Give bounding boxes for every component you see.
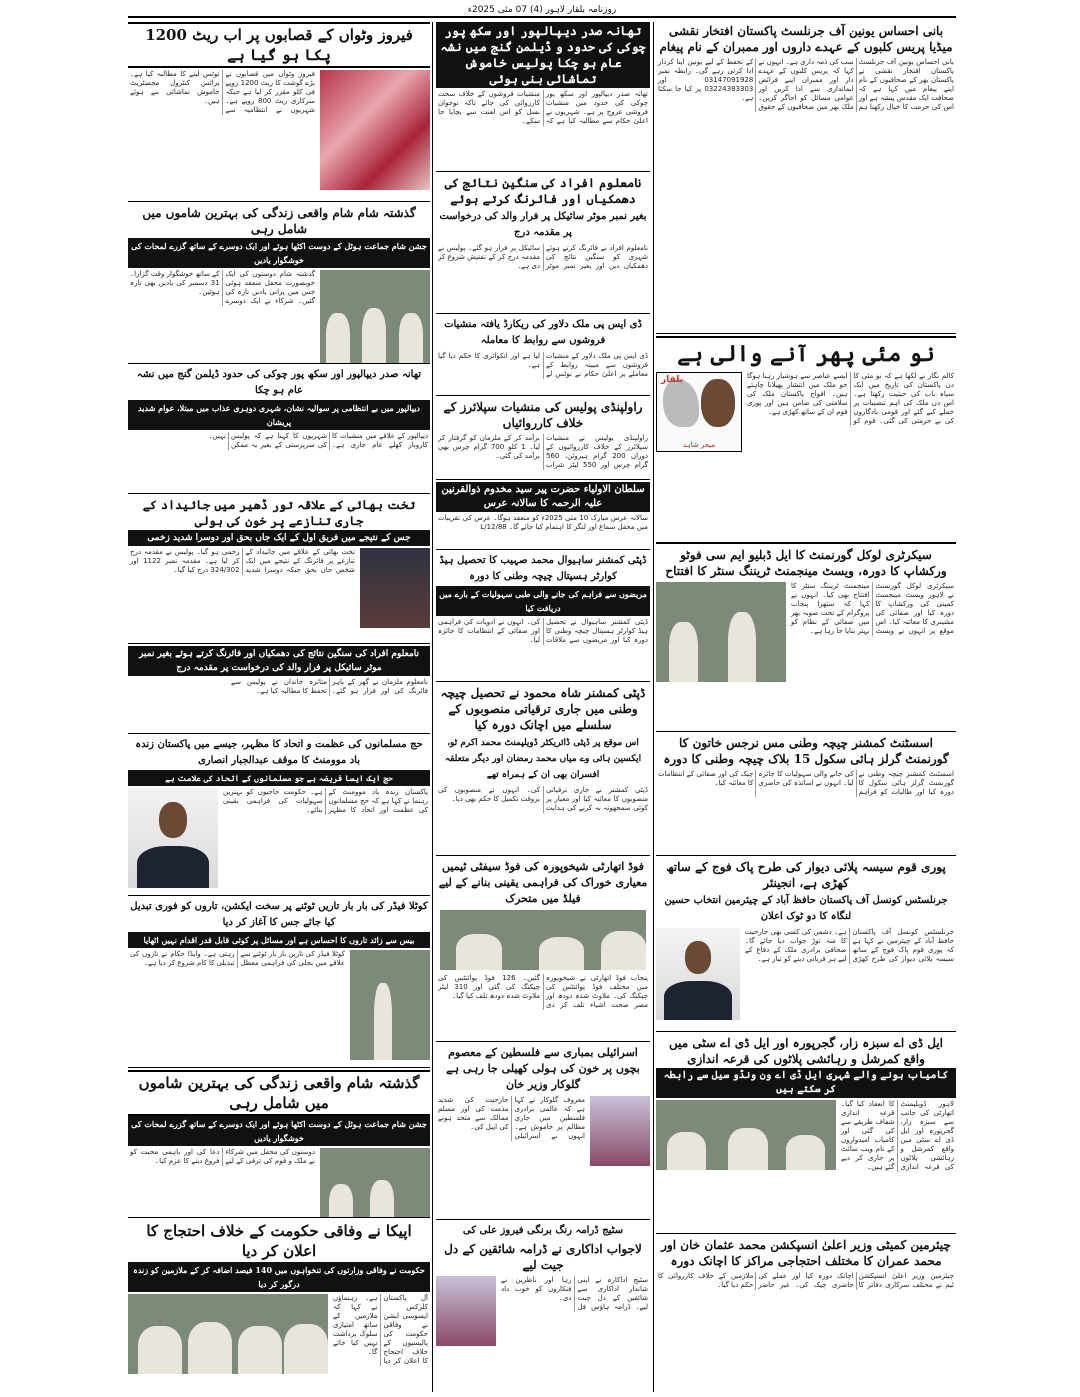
story-evening-gathering — [128, 204, 430, 364]
highlight-strip: جشن شام جماعت ہوٹل کے دوست اکٹھا ہوئے اور ایک دوسرے کے ساتھ گزرے لمحات کی خوشگوار یادیں — [128, 238, 430, 268]
story-body: راولپنڈی پولیس نے منشیات سپلائرز کے خلاف کارروائیوں کے دوران 200 گرام ہیروئن، 560 گرام چرس اور 550 لیٹر شراب برآمد کر کے ملزمان کو گرفتار کر لیا۔ 1 کلو 700 گرام چرس بھی برآمد کی گئی۔ — [438, 434, 649, 469]
story-drugs-dipalpur-2 — [128, 366, 430, 494]
headline: اسسٹنٹ کمشنر چیچہ وطنی مس نرجس خاتون کا گورنمنٹ گرلز ہائی سکول 15 بلاک چیچہ وطنی کا دورہ — [663, 736, 949, 766]
columnist-photo — [701, 379, 735, 427]
headline: گذشتہ شام واقعی زندگی کی بہترین شاموں میں شامل رہی — [128, 1070, 430, 1116]
brand-name: بلقار — [661, 375, 684, 385]
story-body: چیئرمین وزیر اعلیٰ انسپکشن ٹیم نے مختلف سرکاری دفاتر کا اچانک دورہ کیا اور عملے کی حاضری چیک کی۔ غیر حاضر ملازمین کے خلاف کارروائی کا حکم دیا گیا۔ — [658, 1272, 954, 1289]
highlight-strip: حج ایک ایسا فریضہ ہے جو مسلمانوں کے اتحاد کی علامت ہے — [128, 770, 430, 786]
story-body: پنجاب فوڈ اتھارٹی نے شیخوپورہ میں مختلف فوڈ پوائنٹس کی چیکنگ کی۔ ملاوٹ شدہ دودھ اور مضر صحت اشیاء تلف کر دی گئیں۔ 126 فوڈ پوائنٹس کی چیکنگ کی گئی اور 310 لیٹر ملاوٹ شدہ دودھ تلف کیا گیا۔ — [438, 974, 648, 1009]
highlight-strip: کامیاب ہونے والے شہری ایل ڈی اے ون ونڈو سیل سے رابطہ کر سکتے ہیں — [656, 1068, 956, 1098]
story-body: آل پاکستان کلرکس ایسوسی ایشن نے وفاقی حکومت کی پالیسیوں کے خلاف احتجاج کا اعلان کر دیا ہے۔ رہنماؤں نے کہا کہ ملازمین کے ساتھ امتیازی سلوک برداشت نہیں کیا جائے گا۔ — [333, 1294, 428, 1365]
headline: راولپنڈی پولیس کی منشیات سپلائرز کے خلاف کارروائیاں — [443, 400, 643, 430]
story-body: جرنلسٹس کونسل آف پاکستان حافظ آباد کے چیئرمین نے کہا ہے کہ پوری قوم پاک فوج کے ساتھ سیسہ پلائی دیوار کی طرح کھڑی ہے۔ دشمن کی کسی بھی جارحیت کا منہ توڑ جواب دیا جائے گا۔ صحافی برادری ملک کے دفاع کے لیے ہر قربانی دینے کو تیار ہے۔ — [745, 928, 954, 963]
headline: اپیکا نے وفاقی حکومت کے خلاف احتجاج کا اعلان کر دیا — [146, 1222, 412, 1260]
story-assistant-commissioner — [656, 734, 956, 856]
story-body: نامعلوم ملزمان نے گھر کے باہر فائرنگ کی اور فرار ہو گئے۔ متاثرہ خاندان نے پولیس سے تحفظ کا مطالبہ کیا ہے۔ — [231, 678, 428, 695]
headline: فوڈ اتھارٹی شیخوپورہ کی فوڈ سیفٹی ٹیمیں معیاری خوراک کی فراہمی یقینی بنانے کے لیے فیلڈ میں متحرک — [438, 860, 648, 905]
horse-icon — [663, 379, 699, 427]
story-firing-threats — [436, 174, 650, 314]
meat-photo — [320, 70, 430, 190]
story-body: بانی احساس یونین آف جرنلسٹ پاکستان افتخار نقشی نے پاکستان بھر کے صحافیوں کے نام اپنے پیغام میں کہا ہے کہ صحافت ایک مقدس پیشہ ہے اور اس کی حرمت کا خیال رکھنا ہم سب کی ذمہ داری ہے۔ انہوں نے کہا کہ پریس کلبوں کے عہدے دار اور ممبران اپنے فرائض ایمانداری سے ادا کریں اور عوامی مسائل کو اجاگر کریں۔ ملک بھر میں صحافیوں کے حقوق کے تحفظ کے لیے یونین اپنا کردار ادا کرتی رہے گی۔ رابطہ نمبر 03147091928 اور 03224383303 پر کیا جا سکتا ہے۔ — [658, 58, 954, 111]
workshop-photo — [656, 582, 786, 682]
columnist-logo — [656, 372, 742, 452]
story-drugs-dipalpur — [436, 22, 650, 172]
highlight-strip: حکومت نے وفاقی وزارتوں کی تنخواہوں میں 140 فیصد اضافہ کر کے ملازمین کو زندہ درگور کر دیا — [128, 1262, 430, 1292]
story-body: لاہور ڈویلپمنٹ اتھارٹی کی جانب سے سبزہ زار، گجرپورہ اور ایل ڈی اے سٹی میں واقع کمرشل و رہائشی پلاٹوں کی قرعہ اندازی کا انعقاد کیا گیا۔ قرعہ اندازی شفاف طریقے سے کی گئی اور کامیاب امیدواروں کے نام ویب سائٹ پر جاری کر دیے گئے ہیں۔ — [841, 1100, 954, 1171]
story-journalist-union — [656, 22, 956, 334]
story-body: تھانہ صدر دیپالپور اور سکھ پور چوکی کی حدود میں منشیات فروشی عروج پر ہے۔ شہریوں نے اعلیٰ حکام سے مطالبہ کیا ہے کہ منشیات فروشوں کے خلاف سخت کارروائی کی جائے تاکہ نوجوان نسل کو اس لعنت سے بچایا جا سکے۔ — [438, 90, 648, 125]
story-rawalpindi-police — [436, 398, 650, 480]
subheadline: لاجواب اداکاری نے ڈرامہ شائقین کے دل جیت لیے — [444, 1242, 642, 1272]
highlight-strip: بیس سے زائد تاروں کا احساس ہے اور مسائل پر کوئی قابل قدر اقدام نہیں اٹھایا — [128, 932, 430, 948]
protest-photo — [128, 1294, 328, 1374]
columnist-name: میجر شاہد — [682, 441, 716, 449]
singer-photo — [590, 1096, 650, 1166]
headline: تخت بھائی کے علاقہ تور ڈھیر میں جائیداد کے جاری تنازعے پر خون کی ہولی — [142, 498, 416, 528]
story-lda-balloting — [656, 1034, 956, 1234]
subheadline: جرنلسٹس کونسل آف پاکستان حافظ آباد کے چیئرمین انتخاب حسین لنگاہ کا دو ٹوک اعلان — [664, 895, 948, 922]
food-authority-photos — [440, 910, 646, 970]
story-body: ڈپٹی کمشنر نے جاری ترقیاتی منصوبوں کا معائنہ کیا اور معیار پر کوئی سمجھوتہ نہ کرنے کی ہدایت کی۔ انہوں نے منصوبوں کی بروقت تکمیل کا حکم بھی دیا۔ — [438, 786, 648, 812]
story-takht-bhai — [128, 496, 430, 644]
actress-photo — [436, 1276, 496, 1346]
story-food-authority — [436, 858, 650, 1042]
story-evening-gathering-2 — [128, 1070, 430, 1218]
highlight-strip: جشن شام جماعت ہوٹل کے دوست اکٹھا ہوئے اور ایک دوسرے کے ساتھ گزرے لمحات کی خوشگوار یادیں — [128, 1116, 430, 1146]
headline: سٹیج ڈرامہ رنگ برنگی فیروز علی کی — [462, 1225, 624, 1236]
story-dsp-links — [436, 316, 650, 396]
headline: تھانہ صدر دیپالپور اور سکھ پور چوکی کی حدود و ڈیلمن گنج میں نشہ عام ہو چکا پولیس خاموش تماشائی بنی ہوئی — [436, 22, 650, 88]
story-body: کوٹلا فیڈر کی تاریں بار بار ٹوٹنے سے علاقے میں بجلی کی فراہمی معطل رہتی ہے۔ واپڈا حکام نے تاروں کی تبدیلی کا کام شروع کر دیا ہے۔ — [130, 950, 345, 967]
story-dc-hospital — [436, 552, 650, 682]
story-body: فیروز وٹواں میں قصابوں نے بڑے گوشت کا ریٹ 1200 روپے فی کلو مقرر کر لیا ہے جبکہ سرکاری ریٹ 800 روپے ہے۔ شہریوں نے انتظامیہ سے نوٹس لینے کا مطالبہ کیا ہے۔ پرائس کنٹرول مجسٹریٹ خاموش تماشائی بنے ہوئے ہیں۔ — [130, 70, 315, 114]
headline: تھانہ صدر دیپالپور اور سکھ پور چوکی کی حدود ڈیلمن گنج میں نشہ عام ہو چکا — [136, 369, 422, 396]
middle-column — [436, 22, 650, 1392]
story-body: سیکرٹری لوکل گورنمنٹ نے لاہور ویسٹ مینجمنٹ کمپنی کی ورکشاپ کا دورہ کیا اور صفائی کی مشینری کا معائنہ کیا۔ اس موقع پر انہوں نے ویسٹ مینجمنٹ ٹریننگ سنٹر کا افتتاح بھی کیا۔ انہوں نے کہا کہ ستھرا پنجاب پروگرام کے تحت صوبہ بھر میں صفائی کے نظام کو بہتر بنایا جا رہا ہے۔ — [791, 582, 954, 635]
headline: نامعلوم افراد کی سنگین نتائج کی دھمکیاں اور فائرنگ کرتے ہوئے — [444, 176, 642, 206]
headline: ڈی ایس پی ملک دلاور کی ریکارڈ یافتہ منشیات فروشوں سے روابط کا معاملہ — [444, 319, 642, 346]
story-dc-development — [436, 684, 650, 856]
headline: سیکرٹری لوکل گورنمنٹ کا ایل ڈبلیو ایم سی فوٹو ورکشاپ کا دورہ، ویسٹ مینجمنٹ ٹریننگ سنٹر کا افتتاح — [665, 548, 947, 578]
story-body: سالانہ عرس مبارک 10 مئی 2025ء کو منعقد ہوگا۔ عرس کی تقریبات میں محفل سماع اور لنگر کا اہتمام کیا جائے گا۔ 12/88/L — [438, 514, 648, 531]
victim-photo — [360, 548, 430, 628]
chairman-photo — [656, 928, 740, 1020]
headline: بانی احساس یونین آف جرنلسٹ پاکستان افتخار نقشی میڈیا پریس کلبوں کے عہدے داروں اور ممبران کے نام پیغام — [659, 24, 953, 54]
story-journalists-council — [656, 858, 956, 1032]
story-body: ڈپٹی کمشنر ساہیوال نے تحصیل ہیڈ کوارٹر ہسپتال چیچہ وطنی کا دورہ کیا اور مریضوں سے ملاقات کی۔ انہوں نے ادویات کی فراہمی اور صفائی کے انتظامات کا جائزہ لیا۔ — [438, 618, 648, 644]
story-body: ڈی ایس پی ملک دلاور کے منشیات فروشوں سے مبینہ روابط کے معاملے پر اعلیٰ حکام نے نوٹس لے لیا ہے اور انکوائری کا حکم دیا گیا ہے۔ — [438, 352, 648, 378]
story-body: سٹیج اداکارہ نے اپنی شاندار اداکاری سے شائقین کے دل جیت لیے۔ ڈرامہ ہاؤس فل رہا اور ناظرین نے فنکاروں کو خوب داد دی۔ — [501, 1276, 648, 1311]
subheadline: بغیر نمبر موٹر سائیکل پر فرار والد کی درخواست پر مقدمہ درج — [439, 211, 647, 238]
column-rule — [432, 22, 433, 1392]
story-body: معروف گلوکار نے کہا ہے کہ عالمی برادری فلسطین میں جاری مظالم پر خاموش ہے۔ انہوں نے اسرائیلی جارحیت کی شدید مذمت کی اور مسلم ممالک سے متحد ہونے کی اپیل کی۔ — [438, 1096, 585, 1140]
headline: نو مئی پھر آنے والی ہے — [677, 341, 935, 367]
story-body: اسسٹنٹ کمشنر چیچہ وطنی نے گورنمنٹ گرلز ہائی سکول کا دورہ کیا اور طالبات کو فراہم کی جانے والی سہولیات کا جائزہ لیا۔ انہوں نے اساتذہ کی حاضری چیک کی اور صفائی کے انتظامات کا معائنہ کیا۔ — [658, 770, 954, 796]
story-column-nine-may — [656, 336, 956, 544]
story-urs — [436, 482, 650, 550]
gathering-photo — [320, 270, 430, 364]
headline: فیروز وٹواں کے قصابوں پر اب ریٹ 1200 پکا ہو گیا ہے — [128, 22, 430, 68]
right-column — [656, 22, 956, 1392]
story-body: نامعلوم افراد نے فائرنگ کرتے ہوئے شہری کو سنگین نتائج کی دھمکیاں دیں اور بغیر نمبر موٹر سائیکل پر فرار ہو گئے۔ پولیس نے مقدمہ درج کر کے تفتیش شروع کر دی ہے۔ — [438, 244, 648, 270]
story-firing-threats-2 — [128, 646, 430, 734]
subheadline: اس موقع پر ڈپٹی ڈائریکٹر ڈویلپمنٹ محمد اکرم ٹو، ایکسین ہائی وے میاں محمد رمضان اور دیگر متعلقہ افسران بھی ان کے ہمراہ تھے — [444, 738, 642, 780]
leader-photo — [128, 788, 218, 888]
story-body: کالم نگار نے لکھا ہے کہ نو مئی کا دن پاکستان کی تاریخ میں ایک سیاہ باب کی حیثیت رکھتا ہے۔ اس دن ملک کی اہم تنصیبات پر حملے کیے گئے اور قومی یادگاروں کی بے حرمتی کی گئی۔ قوم کو ایسے عناصر سے ہوشیار رہنا ہوگا جو ملک میں انتشار پھیلانا چاہتے ہیں۔ افواج پاکستان ملک کی سلامتی کی ضامن ہیں اور پوری قوم ان کے ساتھ کھڑی ہے۔ — [747, 372, 954, 425]
story-kotla-feeder — [128, 898, 430, 1068]
page-folio: روزنامہ بلقار لاہور (4) 07 مئی 2025ء — [128, 4, 956, 18]
columns — [128, 22, 956, 1392]
headline: ڈپٹی کمشنر شاہ محمود نے تحصیل چیچہ وطنی میں جاری ترقیاتی منصوبوں کے سلسلے میں اچانک دورہ کیا — [440, 686, 646, 732]
story-body: دوستوں کی محفل میں شرکاء نے ملک و قوم کی ترقی کے لیے دعا کی اور باہمی محبت کو فروغ دینے کا عزم کیا۔ — [130, 1148, 315, 1165]
headline: گذشتہ شام شام واقعی زندگی کی بہترین شاموں میں شامل رہی — [142, 206, 416, 236]
story-hajj — [128, 736, 430, 896]
story-local-government — [656, 546, 956, 732]
headline: کوٹلا فیڈر کی بار بار تاریں ٹوٹنے پر سخت ایکشن، تاروں کو فوری تبدیل کیا جائے جس کا آغاز کر دیا — [130, 901, 428, 928]
story-body: پاکستان زندہ باد موومنٹ کے رہنما نے کہا ہے کہ حج مسلمانوں کی عظمت اور اتحاد کا مظہر ہے۔ حکومت حاجیوں کو بہترین سہولیات کی فراہمی یقینی بنائے۔ — [223, 788, 428, 814]
story-singer-palestine — [436, 1044, 650, 1220]
story-apca-protest — [128, 1220, 430, 1392]
headline: سلطان الاولیاء حضرت پیر سید مخدوم ذوالقرنین علیہ الرحمہ کا سالانہ عرس — [436, 482, 650, 512]
story-stage-drama — [436, 1222, 650, 1392]
story-body: گذشتہ شام دوستوں کی ایک خوبصورت محفل منعقد ہوئی جس میں پرانی یادیں تازہ کی گئیں۔ شرکاء نے ایک دوسرے کے ساتھ خوشگوار وقت گزارا۔ 31 دسمبر کی یادیں بھی تازہ ہوئیں۔ — [130, 270, 315, 305]
story-body: تخت بھائی کے علاقے میں جائیداد کے تنازعے پر فائرنگ کے نتیجے میں ایک شخص جاں بحق جبکہ دوسرا شدید زخمی ہو گیا۔ پولیس نے مقدمہ درج کر لیا ہے۔ مقدمہ نمبر 1122 اور 324/302 درج کیا گیا۔ — [130, 548, 355, 574]
feeder-photo — [350, 950, 430, 1060]
highlight-strip: مریضوں سے فراہم کی جانے والی طبی سہولیات کے بارے میں دریافت کیا — [436, 586, 650, 616]
headline: چیئرمین کمیٹی وزیر اعلیٰ انسپکشن محمد عثمان خان اور محمد عمران کا مختلف احتجاجی مراکز کا اچانک دورہ — [661, 1238, 951, 1268]
highlight-strip: جس کے نتیجے میں فریق اول کے ایک جاں بحق اور دوسرا شدید زخمی — [128, 530, 430, 546]
story-meat-price — [128, 22, 430, 202]
headline: اسرائیلی بمباری سے فلسطین کے معصوم بچوں پر خون کی ہولی کھیلی جا رہی ہے گلوکار وزیر خان — [446, 1046, 640, 1091]
headline: ایل ڈی اے سبزہ زار، گجرپورہ اور ایل ڈی اے سٹی میں واقع کمرشل و رہائشی پلاٹوں کی قرعہ اندازی — [668, 1036, 944, 1066]
column-rule — [653, 22, 654, 1392]
newspaper-page — [128, 4, 956, 1392]
headline: ڈپٹی کمشنر ساہیوال محمد صہیب کا تحصیل ہیڈ کوارٹر ہسپتال چیچہ وطنی کا دورہ — [439, 555, 647, 582]
highlight-strip: دیپالپور میں بے انتظامی پر سوالیہ نشان، شہری دوہری عذاب میں مبتلا، عوام شدید پریشان — [128, 400, 430, 430]
story-inspection-team — [656, 1236, 956, 1392]
headline: نامعلوم افراد کی سنگین نتائج کی دھمکیاں اور فائرنگ کرتے ہوئے بغیر نمبر موٹر سائیکل پر فرار والد کی درخواست پر مقدمہ درج — [128, 646, 430, 676]
headline: حج مسلمانوں کی عظمت و اتحاد کا مظہر، جیسے میں پاکستان زندہ باد موومنٹ کا موقف عبدالجبار انصاری — [135, 739, 423, 766]
headline: پوری قوم سیسہ پلائی دیوار کی طرح پاک فوج کے ساتھ کھڑی ہے، انجینئر — [666, 860, 946, 890]
story-body: دیپالپور کے علاقے میں منشیات کا کاروبار کھلے عام جاری ہے۔ شہریوں کا کہنا ہے کہ پولیس کی سرپرستی کے بغیر یہ ممکن نہیں۔ — [208, 432, 428, 449]
left-column — [128, 22, 430, 1392]
balloting-photo — [656, 1100, 836, 1170]
gathering-photo — [320, 1148, 430, 1218]
